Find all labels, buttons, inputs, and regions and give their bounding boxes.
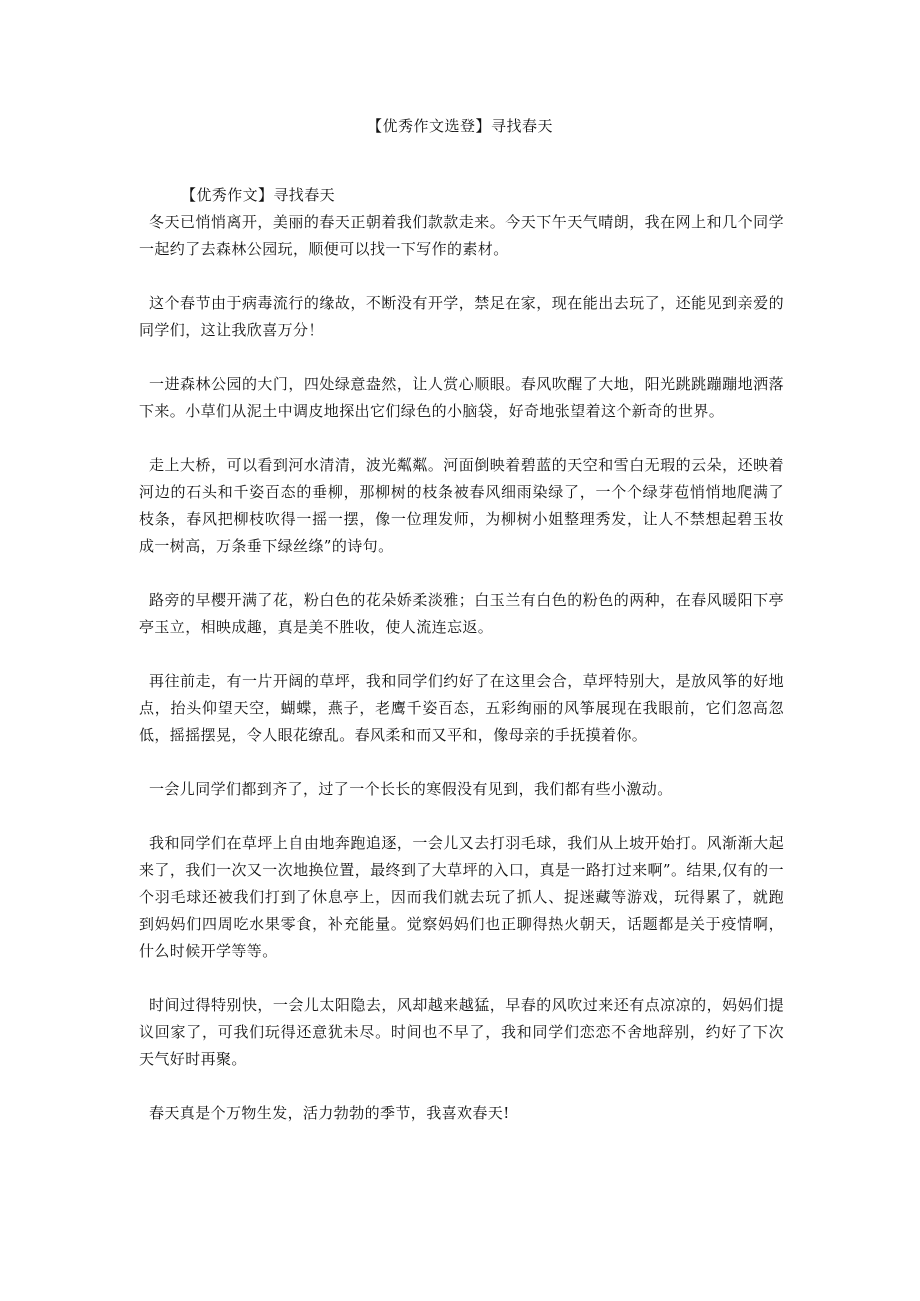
paragraph: 冬天已悄悄离开，美丽的春天正朝着我们款款走来。今天下午天气晴朗，我在网上和几个同学一起约了去森林公园玩，顺便可以找一下写作的素材。 (139, 213, 784, 258)
paragraph: 一会儿同学们都到齐了，过了一个长长的寒假没有见到，我们都有些小激动。 (149, 780, 673, 798)
paragraph: 春天真是个万物生发，活力勃勃的季节，我喜欢春天! (149, 1104, 510, 1122)
document-body (139, 182, 784, 1154)
paragraph: 我和同学们在草坪上自由地奔跑追逐，一会儿又去打羽毛球，我们从上坡开始打。风渐渐大起来了，我们一次又一次地换位置，最终到了大草坪的入口，真是一路打过来啊”。结果,仅有的一个羽毛球还被我们打到了休息亭上，因而我们就去玩了抓人、捉迷藏等游戏，玩得累了，就跑到妈妈们四周吃水果零食，补充能量。觉察妈妈们也正聊得热火朝天，话题都是关于疫情啊，什么时候开学等等。 (139, 834, 784, 960)
paragraph: 一进森林公园的大门，四处绿意盎然，让人赏心顺眼。春风吹醒了大地，阳光跳跳蹦蹦地洒落下来。小草们从泥土中调皮地探出它们绿色的小脑袋，好奇地张望着这个新奇的世界。 (139, 375, 784, 420)
paragraph: 走上大桥，可以看到河水清清，波光粼粼。河面倒映着碧蓝的天空和雪白无瑕的云朵，还映着河边的石头和千姿百态的垂柳，那柳树的枝条被春风细雨染绿了，一个个绿芽苞悄悄地爬满了枝条，春风把柳枝吹得一摇一摆，像一位理发师，为柳树小姐整理秀发，让人不禁想起碧玉妆成一树高，万条垂下绿丝绦”的诗句。 (139, 456, 784, 555)
paragraph: 这个春节由于病毒流行的缘故，不断没有开学，禁足在家，现在能出去玩了，还能见到亲爱的同学们，这让我欣喜万分！ (139, 294, 784, 339)
paragraph: 时间过得特别快，一会儿太阳隐去，风却越来越猛，早春的风吹过来还有点凉凉的，妈妈们提议回家了，可我们玩得还意犹未尽。时间也不早了，我和同学们恋恋不舍地辞别，约好了下次天气好时再聚。 (139, 996, 784, 1068)
document-title: 【优秀作文选登】寻找春天 (366, 117, 553, 135)
document-subtitle: 【优秀作文】寻找春天 (181, 186, 336, 204)
paragraph: 再往前走，有一片开阔的草坪，我和同学们约好了在这里会合，草坪特别大，是放风筝的好地点，抬头仰望天空，蝴蝶，燕子，老鹰千姿百态，五彩绚丽的风筝展现在我眼前，它们忽高忽低，摇摇摆晃，令人眼花缭乱。春风柔和而又平和，像母亲的手抚摸着你。 (139, 672, 784, 744)
paragraph: 路旁的早樱开满了花，粉白色的花朵娇柔淡雅；白玉兰有白色的粉色的两种，在春风暖阳下亭亭玉立，相映成趣，真是美不胜收，使人流连忘返。 (139, 591, 784, 636)
